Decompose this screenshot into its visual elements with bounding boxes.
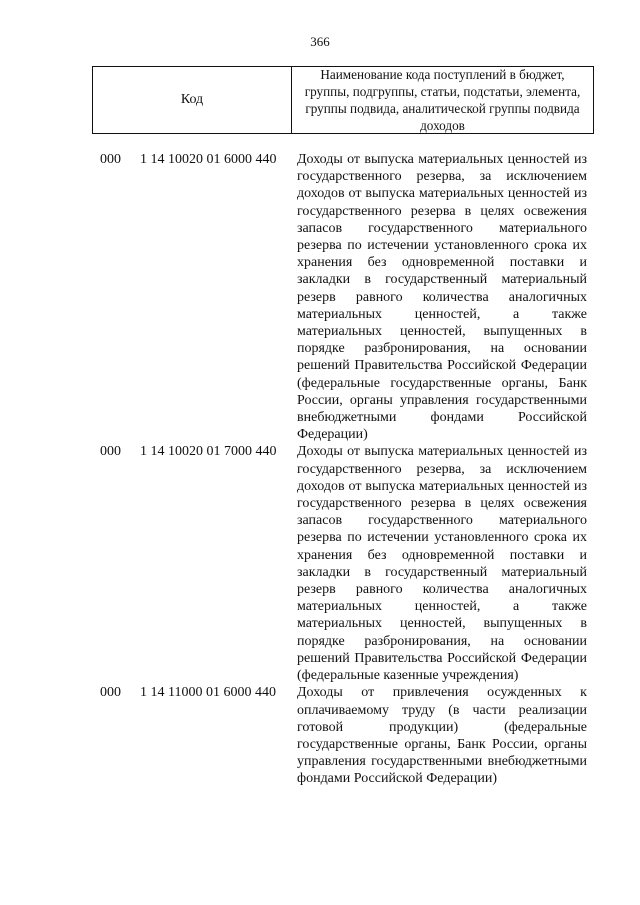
code-list	[0, 151, 640, 788]
list-item	[0, 443, 640, 684]
header-table	[92, 66, 594, 134]
income-code: 1 14 10020 01 6000 440	[140, 152, 277, 167]
income-description: Доходы от выпуска материальных ценностей из государственного резерва, за исключением доходов от выпуска материальных ценностей из государственного резерва в целях освежения запасов государственного материального резерва по истечении установленного срока их хранения без одновременной поставки и закладки в государственный материальный резерв равного количества аналогичных материальных ценностей, а также материальных ценностей, выпущенных в порядке разбронирования, на основании решений Правительства Российской Федерации (федеральные государственные органы, Банк России, органы управления государственными внебюджетными фондами Российской Федерации)	[297, 152, 587, 443]
header-code-cell: Код	[93, 67, 292, 133]
income-code: 1 14 10020 01 7000 440	[140, 444, 277, 460]
income-description: Доходы от выпуска материальных ценностей из государственного резерва, за исключением доходов от выпуска материальных ценностей из государственного резерва в целях освежения запасов государственного материального резерва по истечении установленного срока их хранения без одновременной поставки и закладки в государственный материальный резерв равного количества аналогичных материальных ценностей, а также материальных ценностей, выпущенных в порядке разбронирования, на основании решений Правительства Российской Федерации (федеральные казенные учреждения)	[297, 444, 587, 684]
admin-code: 000	[100, 152, 121, 167]
admin-code: 000	[100, 444, 121, 460]
income-description: Доходы от привлечения осужденных к оплачиваемому труду (в части реализации готовой продукции) (федеральные государственные органы, Банк России, органы управления государственными внебюджетными фондами Российской Федерации)	[297, 685, 587, 787]
list-item	[0, 684, 640, 787]
header-name-cell: Наименование кода поступлений в бюджет, группы, подгруппы, статьи, подстатьи, элемента, группы подвида, аналитической группы подвида доходов	[304, 67, 581, 133]
list-item	[0, 151, 640, 443]
page-number: 366	[310, 34, 330, 49]
admin-code: 000	[100, 685, 121, 701]
income-code: 1 14 11000 01 6000 440	[140, 685, 276, 701]
